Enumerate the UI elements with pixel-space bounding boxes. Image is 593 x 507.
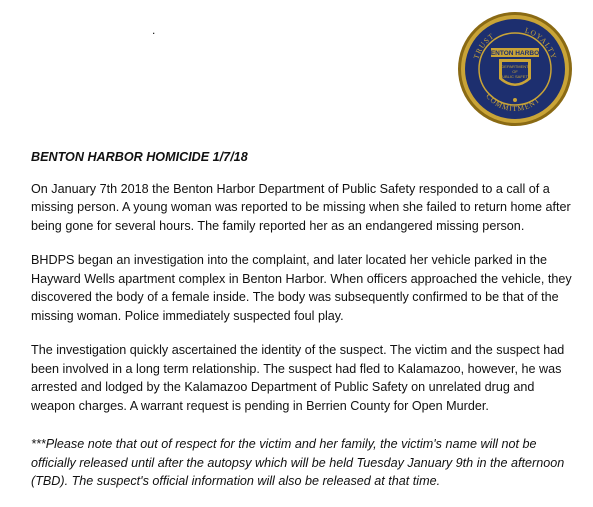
paragraph-3: The investigation quickly ascertained the identity of the suspect. The victim and the suspect had been involved in a long term relationship. The suspect had fled to Kalamazoo, however, he was arrested and lodged by the Kalamazoo Department of Public Safety on unrelated drug and weapon charges. A warrant request is pending in Berrien County for Open Murder. bbox=[31, 343, 565, 413]
paragraph-1: On January 7th 2018 the Benton Harbor Department of Public Safety responded to a call of a missing person. A young woman was reported to be missing when she failed to return home after being gone for several hours. The family reported her as an endangered missing person. bbox=[31, 181, 571, 233]
release-note: ***Please note that out of respect for the victim and her family, the victim's name will not be officially released until after the autopsy which will be held Tuesday January 9th in the afternoon (TBD). The suspect's official information will also be released at that time. bbox=[31, 437, 565, 488]
press-release-body bbox=[31, 148, 579, 507]
seal-city: BENTON HARBOR bbox=[486, 50, 544, 57]
seal-word-loyalty: LOYALTY bbox=[523, 25, 559, 61]
seal-dept-line-2: OF bbox=[512, 69, 518, 74]
seal-word-commitment: COMMITMENT bbox=[484, 91, 542, 114]
seal-graphic bbox=[455, 9, 575, 129]
seal-dept-line-3: PUBLIC SAFETY bbox=[499, 74, 531, 79]
stray-mark: . bbox=[152, 23, 156, 37]
seal-dept-line-1: DEPARTMENT bbox=[501, 64, 529, 69]
document-title: BENTON HARBOR HOMICIDE 1/7/18 bbox=[31, 150, 248, 164]
paragraph-2: BHDPS began an investigation into the complaint, and later located her vehicle parked in the Hayward Wells apartment complex in Benton Harbor. When officers approached the vehicle, they discovered the body of a female inside. The body was subsequently confirmed to be that of the missing woman. Police immediately suspected foul play. bbox=[31, 253, 572, 323]
department-seal bbox=[455, 9, 575, 129]
seal-word-trust: TRUST bbox=[471, 31, 496, 61]
